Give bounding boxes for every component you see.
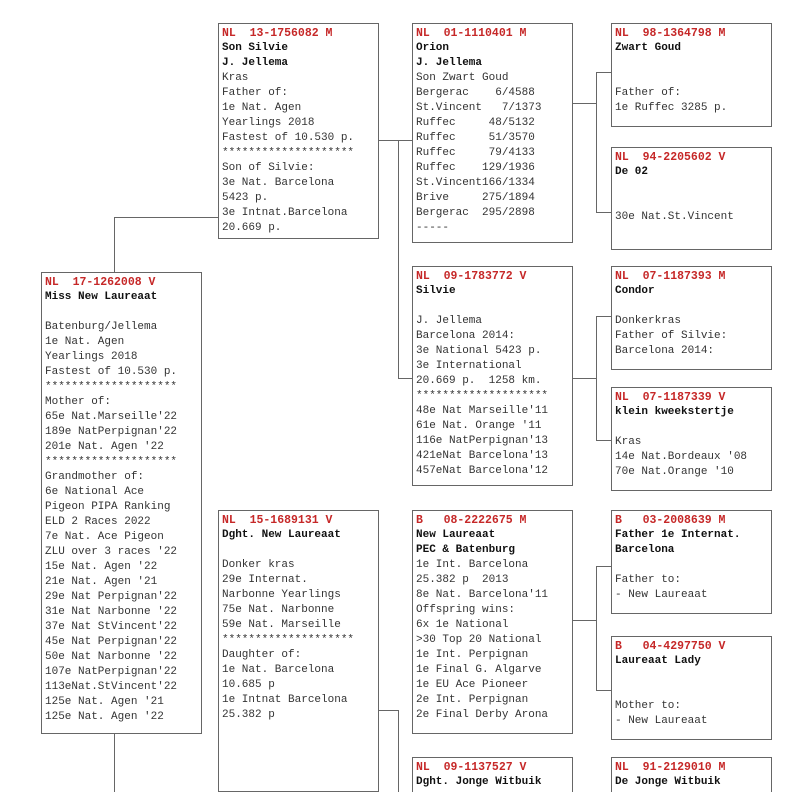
detail-line: ******************** bbox=[416, 390, 549, 402]
detail-line bbox=[615, 195, 767, 210]
detail-line: Batenburg/Jellema bbox=[45, 321, 158, 333]
pigeon-name: De 02 bbox=[615, 166, 649, 178]
detail-line: 37e Nat StVincent'22 bbox=[45, 621, 178, 633]
detail-line: - New Laureaat bbox=[615, 715, 708, 727]
connector bbox=[398, 140, 399, 378]
detail-line: 1e Int. Perpignan bbox=[416, 649, 529, 661]
pigeon-name: Orion bbox=[416, 42, 450, 54]
detail-line: - New Laureaat bbox=[615, 589, 708, 601]
detail-line: 25.382 p 2013 bbox=[416, 574, 509, 586]
detail-line: 50e Nat Narbonne '22 bbox=[45, 651, 178, 663]
pigeon-name: Zwart Goud bbox=[615, 42, 682, 54]
detail-line: 116e NatPerpignan'13 bbox=[416, 435, 549, 447]
connector bbox=[114, 217, 219, 218]
detail-line: 1e Final G. Algarve bbox=[416, 664, 542, 676]
detail-line: >30 Top 20 National bbox=[416, 634, 542, 646]
pigeon-name: klein kweekstertje bbox=[615, 406, 734, 418]
pigeon-name: Miss New Laureaat bbox=[45, 291, 158, 303]
ring-number: NL 17-1262008 V bbox=[45, 276, 156, 289]
detail-line: Kras bbox=[615, 436, 642, 448]
connector bbox=[379, 710, 398, 711]
detail-line: 29e Nat Perpignan'22 bbox=[45, 591, 178, 603]
connector bbox=[573, 103, 596, 104]
detail-line: 48e Nat Marseille'11 bbox=[416, 405, 549, 417]
pigeon-card-sire bbox=[218, 23, 379, 239]
detail-line: 2e Int. Perpignan bbox=[416, 694, 529, 706]
detail-line: 10.685 p bbox=[222, 679, 275, 691]
connector bbox=[114, 734, 115, 792]
detail-line: 1e Ruffec 3285 p. bbox=[615, 102, 728, 114]
detail-line: ******************** bbox=[222, 634, 355, 646]
detail-line: Son of Silvie: bbox=[222, 162, 315, 174]
detail-line: Father of Silvie: bbox=[615, 330, 728, 342]
detail-line: J. Jellema bbox=[416, 315, 483, 327]
detail-line: 30e Nat.St.Vincent bbox=[615, 211, 734, 223]
detail-line: Bergerac 6/4588 bbox=[416, 87, 535, 99]
detail-line: 31e Nat Narbonne '22 bbox=[45, 606, 178, 618]
pigeon-card-sire-dam-sire bbox=[611, 266, 772, 370]
pigeon-details bbox=[416, 71, 568, 236]
detail-line: 457eNat Barcelona'12 bbox=[416, 465, 549, 477]
pigeon-name: Condor bbox=[615, 285, 655, 297]
detail-line: Father of: bbox=[222, 87, 289, 99]
detail-line bbox=[615, 684, 767, 699]
connector bbox=[398, 710, 399, 792]
ring-number: NL 15-1689131 V bbox=[222, 514, 333, 527]
detail-line: 8e Nat. Barcelona'11 bbox=[416, 589, 549, 601]
detail-line: Barcelona 2014: bbox=[615, 345, 715, 357]
connector bbox=[596, 440, 611, 441]
detail-line: Offspring wins: bbox=[416, 604, 516, 616]
pigeon-card-dam-dam-sire bbox=[611, 757, 772, 792]
detail-line: 3e International bbox=[416, 360, 522, 372]
detail-line: 113eNat.StVincent'22 bbox=[45, 681, 178, 693]
detail-line: ZLU over 3 races '22 bbox=[45, 546, 178, 558]
detail-line bbox=[45, 305, 197, 320]
detail-line: Yearlings 2018 bbox=[45, 351, 138, 363]
detail-line: 75e Nat. Narbonne bbox=[222, 604, 335, 616]
detail-line: 2e Final Derby Arona bbox=[416, 709, 549, 721]
ring-number: B 04-4297750 V bbox=[615, 640, 726, 653]
pigeon-details bbox=[615, 180, 767, 225]
ring-number: NL 94-2205602 V bbox=[615, 151, 726, 164]
detail-line: 61e Nat. Orange '11 bbox=[416, 420, 542, 432]
detail-line: Fastest of 10.530 p. bbox=[45, 366, 178, 378]
connector bbox=[398, 140, 412, 141]
connector bbox=[596, 72, 597, 212]
detail-line: Father to: bbox=[615, 574, 682, 586]
pigeon-name: Silvie bbox=[416, 285, 456, 297]
connector bbox=[398, 378, 412, 379]
pigeon-card-dam-sire-sire bbox=[611, 510, 772, 614]
detail-line: Pigeon PIPA Ranking bbox=[45, 501, 171, 513]
pigeon-breeder: J. Jellema bbox=[222, 57, 289, 69]
pigeon-breeder: PEC & Batenburg bbox=[416, 544, 516, 556]
detail-line: 421eNat Barcelona'13 bbox=[416, 450, 549, 462]
detail-line: ELD 2 Races 2022 bbox=[45, 516, 151, 528]
pigeon-name: Son Silvie bbox=[222, 42, 289, 54]
detail-line: 125e Nat. Agen '22 bbox=[45, 711, 164, 723]
detail-line: 20.669 p. 1258 km. bbox=[416, 375, 542, 387]
detail-line: 70e Nat.Orange '10 bbox=[615, 466, 734, 478]
pigeon-details bbox=[222, 71, 374, 236]
ring-number: NL 07-1187393 M bbox=[615, 270, 726, 283]
detail-line: 1e Intnat Barcelona bbox=[222, 694, 348, 706]
detail-line: Kras bbox=[222, 72, 249, 84]
detail-line bbox=[615, 180, 767, 195]
detail-line: Father of: bbox=[615, 87, 682, 99]
connector bbox=[596, 316, 597, 440]
detail-line bbox=[615, 558, 767, 573]
ring-number: NL 98-1364798 M bbox=[615, 27, 726, 40]
detail-line: 20.669 p. bbox=[222, 222, 282, 234]
ring-number: NL 13-1756082 M bbox=[222, 27, 333, 40]
detail-line: 107e NatPerpignan'22 bbox=[45, 666, 178, 678]
ring-number: NL 07-1187339 V bbox=[615, 391, 726, 404]
detail-line: 1e Int. Barcelona bbox=[416, 559, 529, 571]
pigeon-card-sire-sire bbox=[412, 23, 573, 243]
detail-line: 3e Nat. Barcelona bbox=[222, 177, 335, 189]
detail-line: St.Vincent166/1334 bbox=[416, 177, 535, 189]
detail-line: 5423 p. bbox=[222, 192, 269, 204]
detail-line: Grandmother of: bbox=[45, 471, 145, 483]
detail-line: 3e National 5423 p. bbox=[416, 345, 542, 357]
detail-line bbox=[416, 299, 568, 314]
detail-line: 189e NatPerpignan'22 bbox=[45, 426, 178, 438]
pigeon-details bbox=[615, 299, 767, 359]
detail-line: Daughter of: bbox=[222, 649, 302, 661]
detail-line: Barcelona 2014: bbox=[416, 330, 516, 342]
detail-line: ----- bbox=[416, 222, 450, 234]
connector bbox=[573, 378, 596, 379]
detail-line: 65e Nat.Marseille'22 bbox=[45, 411, 178, 423]
detail-line: 45e Nat Perpignan'22 bbox=[45, 636, 178, 648]
pigeon-card-sire-dam-dam bbox=[611, 387, 772, 491]
connector bbox=[596, 72, 611, 73]
detail-line bbox=[615, 299, 767, 314]
detail-line: 25.382 p bbox=[222, 709, 275, 721]
detail-line: 14e Nat.Bordeaux '08 bbox=[615, 451, 748, 463]
connector bbox=[596, 316, 611, 317]
detail-line: 29e Internat. bbox=[222, 574, 308, 586]
pigeon-card-sire-dam bbox=[412, 266, 573, 486]
detail-line: Donker kras bbox=[222, 559, 295, 571]
detail-line: Son Zwart Goud bbox=[416, 72, 509, 84]
detail-line: Bergerac 295/2898 bbox=[416, 207, 535, 219]
detail-line: 21e Nat. Agen '21 bbox=[45, 576, 158, 588]
detail-line: 1e Nat. Barcelona bbox=[222, 664, 335, 676]
pigeon-name: De Jonge Witbuik bbox=[615, 776, 721, 788]
pigeon-card-dam-sire-dam bbox=[611, 636, 772, 740]
pigeon-details bbox=[615, 558, 767, 603]
pigeon-card-sire-sire-sire bbox=[611, 23, 772, 127]
pigeon-breeder: J. Jellema bbox=[416, 57, 483, 69]
pigeon-details bbox=[615, 669, 767, 729]
detail-line: Yearlings 2018 bbox=[222, 117, 315, 129]
pigeon-name: Laureaat Lady bbox=[615, 655, 701, 667]
detail-line: 59e Nat. Marseille bbox=[222, 619, 341, 631]
pigeon-details bbox=[416, 558, 568, 723]
pigeon-card-dam bbox=[218, 510, 379, 792]
pigeon-card-sire-sire-dam bbox=[611, 147, 772, 250]
pigeon-name: New Laureaat bbox=[416, 529, 496, 541]
connector bbox=[596, 566, 611, 567]
pigeon-details bbox=[45, 305, 197, 725]
pigeon-name: Dght. New Laureaat bbox=[222, 529, 341, 541]
ring-number: NL 09-1783772 V bbox=[416, 270, 527, 283]
connector bbox=[596, 566, 597, 690]
detail-line bbox=[222, 543, 374, 558]
detail-line: Ruffec 51/3570 bbox=[416, 132, 535, 144]
pigeon-name-line-2: Barcelona bbox=[615, 544, 675, 556]
connector bbox=[114, 217, 115, 272]
detail-line: ******************** bbox=[45, 456, 178, 468]
detail-line: 1e EU Ace Pioneer bbox=[416, 679, 529, 691]
detail-line: Ruffec 48/5132 bbox=[416, 117, 535, 129]
pigeon-card-dam-sire bbox=[412, 510, 573, 734]
detail-line: Brive 275/1894 bbox=[416, 192, 535, 204]
detail-line bbox=[615, 669, 767, 684]
detail-line bbox=[615, 71, 767, 86]
detail-line: 15e Nat. Agen '22 bbox=[45, 561, 158, 573]
connector bbox=[596, 212, 611, 213]
detail-line: 6e National Ace bbox=[45, 486, 145, 498]
pigeon-details bbox=[416, 299, 568, 479]
pigeon-name: Dght. Jonge Witbuik bbox=[416, 776, 542, 788]
detail-line bbox=[615, 420, 767, 435]
pigeon-name: Father 1e Internat. bbox=[615, 529, 741, 541]
detail-line: ******************** bbox=[45, 381, 178, 393]
pigeon-card-dam-dam bbox=[412, 757, 573, 792]
detail-line: 7e Nat. Ace Pigeon bbox=[45, 531, 164, 543]
detail-line bbox=[615, 56, 767, 71]
detail-line: 201e Nat. Agen '22 bbox=[45, 441, 164, 453]
detail-line: 6x 1e National bbox=[416, 619, 509, 631]
detail-line: Fastest of 10.530 p. bbox=[222, 132, 355, 144]
detail-line: Narbonne Yearlings bbox=[222, 589, 341, 601]
detail-line: Ruffec 129/1936 bbox=[416, 162, 535, 174]
connector bbox=[596, 690, 611, 691]
ring-number: B 08-2222675 M bbox=[416, 514, 527, 527]
pigeon-details bbox=[222, 543, 374, 723]
connector bbox=[379, 140, 398, 141]
ring-number: NL 91-2129010 M bbox=[615, 761, 726, 774]
detail-line: Mother to: bbox=[615, 700, 682, 712]
detail-line: ******************** bbox=[222, 147, 355, 159]
detail-line: 3e Intnat.Barcelona bbox=[222, 207, 348, 219]
ring-number: NL 09-1137527 V bbox=[416, 761, 527, 774]
detail-line: 1e Nat. Agen bbox=[222, 102, 302, 114]
detail-line: 1e Nat. Agen bbox=[45, 336, 125, 348]
detail-line: Donkerkras bbox=[615, 315, 682, 327]
detail-line: Mother of: bbox=[45, 396, 112, 408]
ring-number: B 03-2008639 M bbox=[615, 514, 726, 527]
detail-line: St.Vincent 7/1373 bbox=[416, 102, 542, 114]
ring-number: NL 01-1110401 M bbox=[416, 27, 527, 40]
pigeon-details bbox=[615, 56, 767, 116]
pigeon-details bbox=[615, 420, 767, 480]
pigeon-card-subject bbox=[41, 272, 202, 734]
connector bbox=[573, 620, 596, 621]
detail-line: Ruffec 79/4133 bbox=[416, 147, 535, 159]
detail-line: 125e Nat. Agen '21 bbox=[45, 696, 164, 708]
